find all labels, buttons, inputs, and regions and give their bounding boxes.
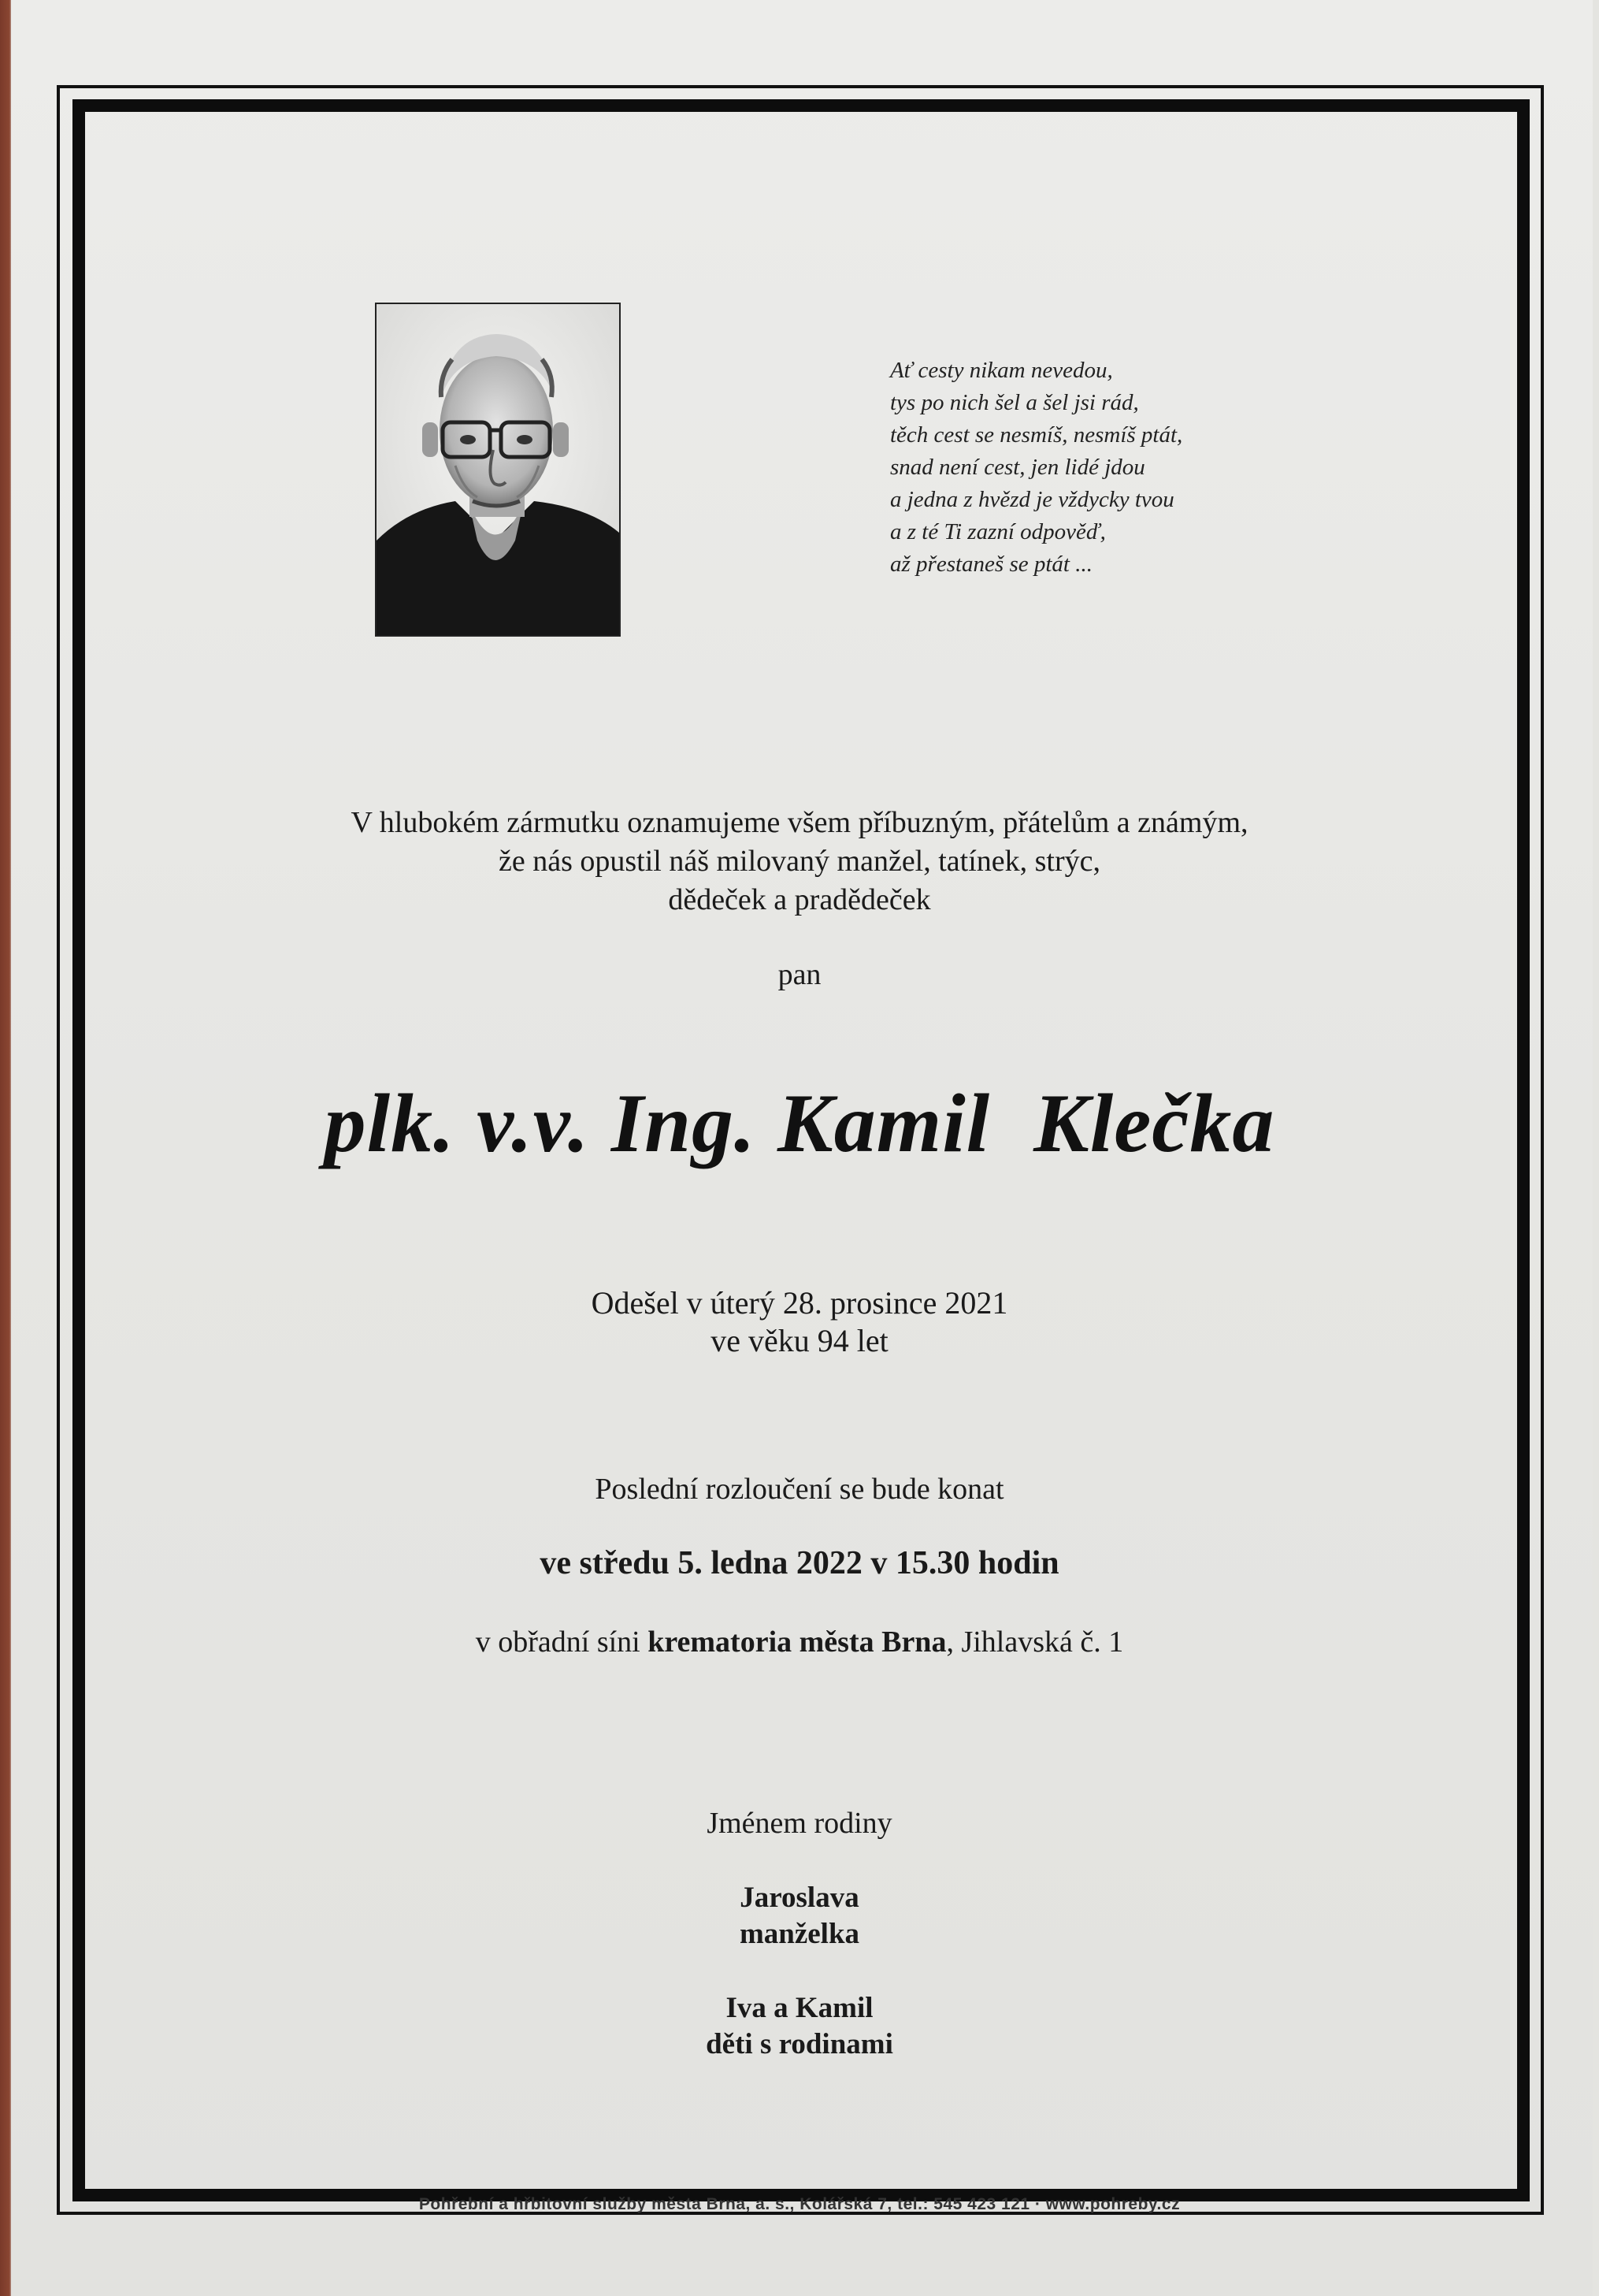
farewell-datetime: ve středu 5. ledna 2022 v 15.30 hodin — [540, 1545, 1059, 1581]
place-address: , Jihlavská č. 1 — [946, 1625, 1124, 1659]
family-member-name: Jaroslava — [740, 1882, 859, 1914]
poem-line: a z té Ti zazní odpověď, — [890, 519, 1106, 544]
poem-line: snad není cest, jen lidé jdou — [890, 455, 1145, 480]
poem-line: až přestaneš se ptát ... — [890, 552, 1093, 577]
family-member — [0, 1880, 1599, 1952]
place-prefix: v obřadní síni — [475, 1625, 648, 1659]
deceased-name-text: plk. v.v. Ing. Kamil Klečka — [324, 1077, 1275, 1169]
announcement-line: že nás opustil náš milovaný manžel, tatínek, strýc, — [498, 845, 1101, 878]
death-date: Odešel v úterý 28. prosince 2021 — [591, 1285, 1008, 1321]
funeral-service-footer: Pohřební a hřbitovní služby města Brna, a. s., Kolářská 7, tel.: 545 423 121 · www.pohreby.cz — [418, 2195, 1181, 2213]
family-member-name: Iva a Kamil — [725, 1992, 874, 2024]
place-venue: krematoria města Brna — [647, 1625, 947, 1659]
family-intro: Jménem rodiny — [707, 1807, 892, 1840]
announcement-line: V hlubokém zármutku oznamujeme všem příbuzným, přátelům a známým, — [351, 806, 1248, 839]
farewell-place — [0, 1625, 1599, 1659]
announcement-text — [0, 804, 1599, 920]
deceased-name — [0, 1076, 1599, 1172]
poem-line: tys po nich šel a šel jsi rád, — [890, 390, 1139, 415]
poem-line: a jedna z hvězd je vždycky tvou — [890, 487, 1174, 512]
family-member-relation: děti s rodinami — [706, 2028, 893, 2060]
memorial-poem — [890, 355, 1363, 581]
farewell-intro: Poslední rozloučení se bude konat — [595, 1473, 1004, 1506]
poem-line: Ať cesty nikam nevedou, — [890, 358, 1113, 383]
announcement-line: dědeček a pradědeček — [668, 883, 931, 916]
portrait-image — [377, 304, 619, 635]
honorific: pan — [777, 958, 822, 991]
family-member — [0, 1990, 1599, 2063]
poem-line: těch cest se nesmíš, nesmíš ptát, — [890, 422, 1183, 448]
death-info — [0, 1284, 1599, 1360]
portrait-photo — [375, 303, 621, 637]
family-member-relation: manželka — [739, 1918, 860, 1950]
death-age: ve věku 94 let — [710, 1323, 889, 1358]
